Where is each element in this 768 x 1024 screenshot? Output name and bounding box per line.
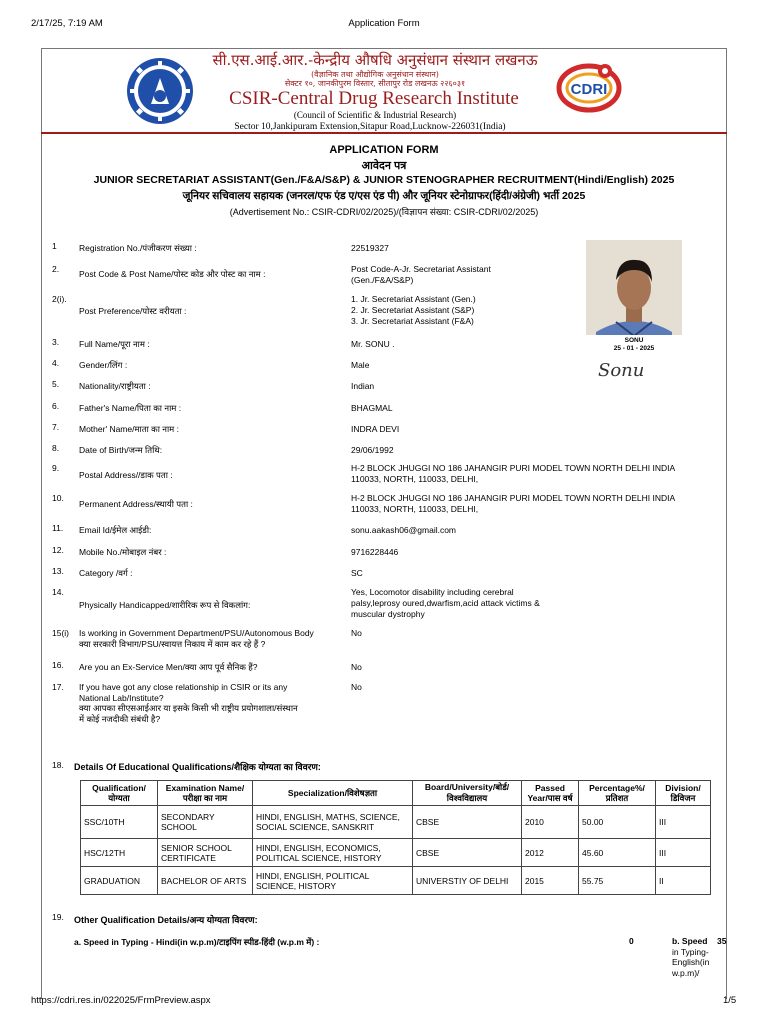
institute-council: (Council of Scientific & Industrial Research) bbox=[293, 110, 457, 120]
recruitment-title-hindi: जूनियर सचिवालय सहायक (जनरल/एफ एंड ए/एस एंड पी) और जूनियर स्टेनोग्राफर(हिंदी/अंग्रेजी) भर्ती 2025 bbox=[182, 190, 586, 202]
typing-english-label: b. Speed in Typing- English(in w.p.m)/ bbox=[672, 936, 710, 978]
advertisement-no: (Advertisement No.: CSIR-CDRI/02/2025)/(विज्ञापन संख्या: CSIR-CDRI/02/2025) bbox=[229, 207, 539, 217]
form-title: APPLICATION FORM bbox=[329, 144, 439, 156]
other-num: 19. bbox=[52, 912, 64, 922]
table-header-row: Qualification/ योग्यता Examination Name/ परीक्षा का नाम Specialization/विशेषज्ञता Board/University/बोर्ड/ विश्वविद्यालय Passed Year/पास वर्ष Percentage%/ प्रतिशत Division/ डिविजन bbox=[81, 781, 711, 806]
csir-logo-icon bbox=[125, 56, 195, 126]
education-num: 18. bbox=[52, 760, 64, 770]
institute-sub-hindi: (वैज्ञानिक तथा औद्योगिक अनुसंधान संस्थान) सेक्टर १०, जानकीपुरम विस्तार, सीतापुर रोड लखनऊ २२६०३१ bbox=[284, 70, 466, 88]
form-title-hindi: आवेदन पत्र bbox=[361, 160, 407, 172]
typing-english-value: 35 bbox=[717, 936, 727, 946]
cdri-logo-icon bbox=[555, 57, 623, 119]
header-divider bbox=[41, 132, 727, 134]
print-url: https://cdri.res.in/022025/FrmPreview.aspx bbox=[31, 995, 211, 1006]
institute-name-hindi: सी.एस.आई.आर.-केन्द्रीय औषधि अनुसंधान संस्थान लखनऊ bbox=[212, 51, 538, 69]
table-row: HSC/12TH SENIOR SCHOOL CERTIFICATE HINDI, ENGLISH, ECONOMICS, POLITICAL SCIENCE, HISTORY CBSE 2012 45.60 III bbox=[81, 839, 711, 867]
education-table bbox=[80, 780, 711, 895]
applicant-signature: Sonu bbox=[598, 360, 645, 381]
photo-caption: SONU 25 - 01 - 2025 bbox=[613, 337, 655, 352]
print-page-title: Application Form bbox=[348, 18, 420, 29]
education-heading: Details Of Educational Qualifications/शैक्षिक योग्यता का विवरण: bbox=[74, 762, 321, 772]
print-datetime: 2/17/25, 7:19 AM bbox=[31, 18, 103, 29]
other-heading: Other Qualification Details/अन्य योग्यता विवरण: bbox=[74, 915, 258, 925]
recruitment-title: JUNIOR SECRETARIAT ASSISTANT(Gen./F&A/S&P) & JUNIOR STENOGRAPHER RECRUITMENT(Hindi/English) 2025 bbox=[93, 174, 675, 186]
table-row: SSC/10TH SECONDARY SCHOOL HINDI, ENGLISH, MATHS, SCIENCE, SOCIAL SCIENCE, SANSKRIT CBSE 2010 50.00 III bbox=[81, 806, 711, 839]
svg-text:CDRI: CDRI bbox=[570, 81, 608, 98]
table-row: GRADUATION BACHELOR OF ARTS HINDI, ENGLISH, POLITICAL SCIENCE, HISTORY UNIVERSTIY OF DELHI 2015 55.75 II bbox=[81, 867, 711, 895]
print-page-number: 1/5 bbox=[723, 995, 737, 1006]
institute-address: Sector 10,Jankipuram Extension,Sitapur Road,Lucknow-226031(India) bbox=[234, 122, 506, 132]
typing-hindi-value: 0 bbox=[629, 936, 634, 946]
typing-hindi-label: a. Speed in Typing - Hindi(in w.p.m)/टाइपिंग स्पीड-हिंदी (w.p.m में) : bbox=[74, 937, 320, 947]
institute-name-english: CSIR-Central Drug Research Institute bbox=[229, 88, 519, 109]
